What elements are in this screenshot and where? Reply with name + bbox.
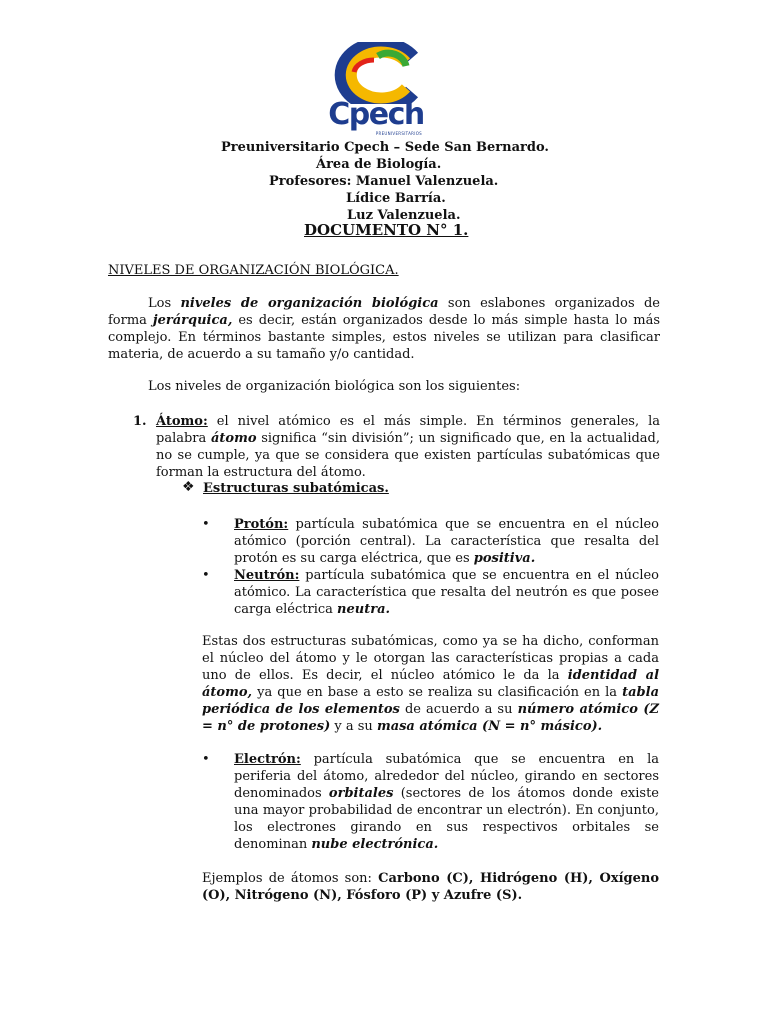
term-identidad: identidad al átomo, bbox=[202, 668, 660, 700]
header-line-professor-3: Luz Valenzuela. bbox=[347, 208, 461, 223]
term-numero-atomico: número atómico (Z = n° de protones) bbox=[202, 702, 660, 734]
bullet-icon: • bbox=[202, 568, 210, 583]
subsection-title: Estructuras subatómicas. bbox=[203, 481, 389, 496]
intro-paragraph: Los niveles de organización biológica son eslabones organizados de forma jerárquica, es decir, están organizados desde lo más simple hasta lo más complejo. En términos bastante simples, estos niveles se utilizan para clasificar materia, de acuerdo a su tamaño y/o cantidad. bbox=[108, 296, 661, 362]
header-line-institution: Preuniversitario Cpech – Sede San Bernardo. bbox=[221, 140, 549, 155]
term-tabla-periodica: tabla periódica de los elementos bbox=[202, 685, 659, 717]
examples-list: Carbono (C), Hidrógeno (H), Oxígeno (O), Nitrógeno (N), Fósforo (P) y Azufre (S). bbox=[202, 871, 659, 903]
diamond-bullet-icon: ❖ bbox=[182, 479, 195, 495]
term-atomo-word: átomo bbox=[210, 431, 257, 446]
proton-paragraph: Protón: partícula subatómica que se encuentra en el núcleo atómico (porción central). La característica que resalta del protón es su carga eléctrica, que es positiva. bbox=[234, 517, 659, 566]
logo-wordmark: Cpech bbox=[328, 97, 424, 132]
header-line-professor-2: Lídice Barría. bbox=[346, 191, 446, 206]
bullet-icon: • bbox=[202, 517, 210, 532]
examples-paragraph: Ejemplos de átomos son: Carbono (C), Hidrógeno (H), Oxígeno (O), Nitrógeno (N), Fósforo (P) y Azufre (S). bbox=[202, 871, 659, 903]
header-line-professors: Profesores: Manuel Valenzuela. bbox=[269, 174, 499, 189]
term-orbitales: orbitales bbox=[328, 786, 394, 801]
term-neutra: neutra. bbox=[337, 602, 391, 617]
electron-paragraph: Electrón: partícula subatómica que se encuentra en la periferia del átomo, alrededor del núcleo, girando en sectores denominados orbitales (sectores de los átomos donde existe una mayor probabilidad de encontrar un electrón). En conjunto, los electrones girando en sus respectivos orbitales se denominan nube electrónica. bbox=[234, 752, 660, 852]
cpech-logo bbox=[326, 42, 426, 138]
document-title: DOCUMENTO N° 1. bbox=[304, 221, 469, 239]
term-atomo: Átomo: bbox=[156, 414, 208, 429]
list-intro: Los niveles de organización biológica son los siguientes: bbox=[148, 379, 521, 394]
neutron-paragraph: Neutrón: partícula subatómica que se encuentra en el núcleo atómico. La característica que resalta del neutrón es que posee carga eléctrica neutra. bbox=[234, 568, 659, 617]
bullet-icon: • bbox=[202, 752, 210, 767]
term-jerarquica: jerárquica, bbox=[152, 313, 233, 328]
term-electron: Electrón: bbox=[234, 752, 301, 767]
term-niveles: niveles de organización biológica bbox=[180, 296, 439, 311]
term-neutron: Neutrón: bbox=[234, 568, 300, 583]
header-line-area: Área de Biología. bbox=[316, 157, 442, 172]
term-nube-electronica: nube electrónica. bbox=[311, 837, 439, 852]
term-proton: Protón: bbox=[234, 517, 289, 532]
term-positiva: positiva. bbox=[473, 551, 536, 566]
term-masa-atomica: masa atómica (N = n° másico). bbox=[376, 719, 603, 734]
section-title: NIVELES DE ORGANIZACIÓN BIOLÓGICA. bbox=[108, 263, 399, 278]
item-number-1: 1. bbox=[133, 414, 147, 429]
logo-tagline: PREUNIVERSITARIOS bbox=[375, 131, 422, 136]
cpech-logo-mark bbox=[326, 42, 426, 104]
nucleus-paragraph: Estas dos estructuras subatómicas, como ya se ha dicho, conforman el núcleo del átomo y le otorgan las características propias a cada uno de ellos. Es decir, el núcleo atómico le da la identidad al átomo, ya que en base a esto se realiza su clasificación en la tabla periódica de los elementos de acuerdo a su número atómico (Z = n° de protones) y a su masa atómica (N = n° másico). bbox=[202, 634, 660, 734]
atomo-paragraph: Átomo: el nivel atómico es el más simple. En términos generales, la palabra átomo significa “sin división”; un significado que, en la actualidad, no se cumple, ya que se considera que existen partículas subatómicas que forman la estructura del átomo. bbox=[156, 414, 660, 480]
